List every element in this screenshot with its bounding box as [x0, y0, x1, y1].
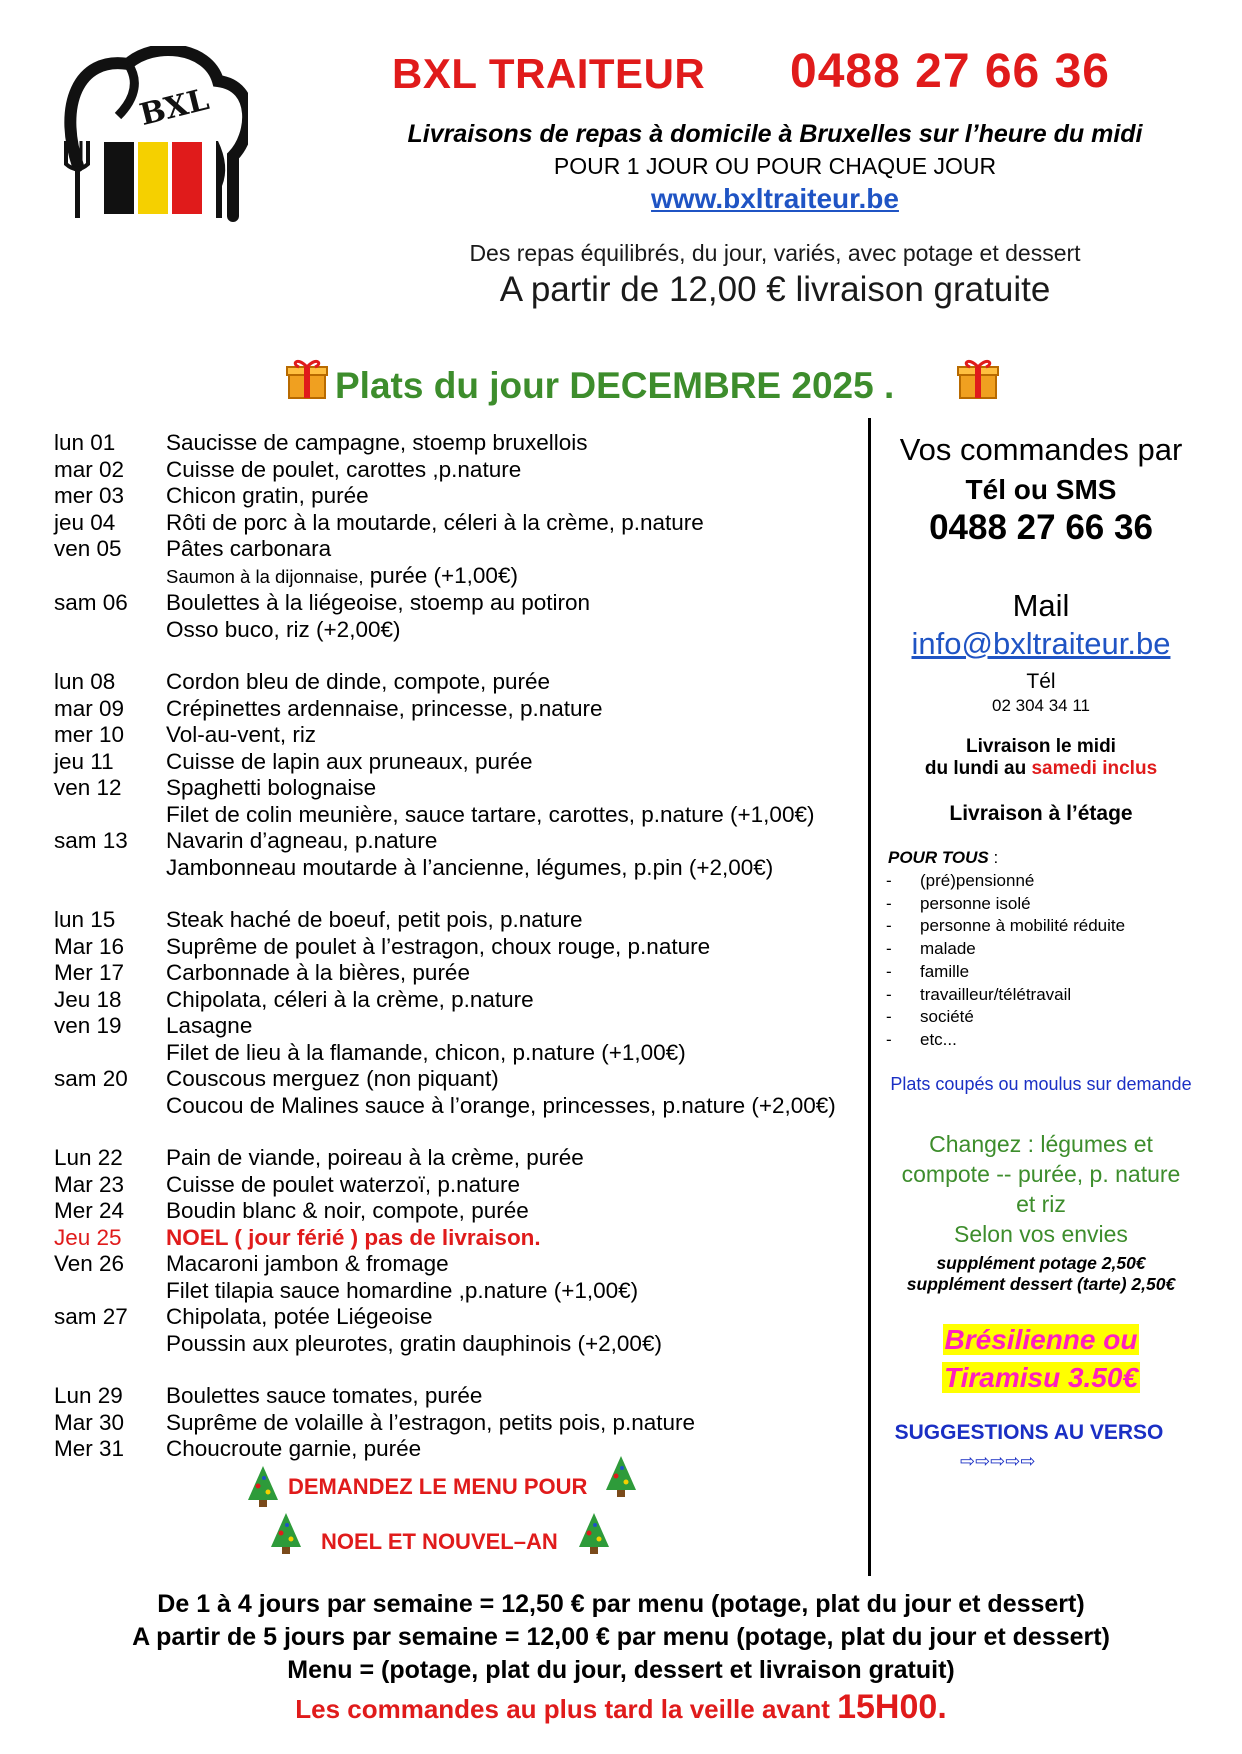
sidebar	[876, 430, 1206, 1472]
description: Des repas équilibrés, du jour, variés, avec potage et dessert	[469, 240, 1081, 266]
christmas-tree-icon	[575, 1511, 613, 1555]
menu-dish: Poussin aux pleurotes, gratin dauphinois (+2,00€)	[166, 1330, 662, 1356]
deadline-time: 15H00	[837, 1688, 938, 1726]
bullet-dash: -	[886, 871, 892, 890]
audience-item	[886, 870, 1206, 893]
xmas-text-1: DEMANDEZ LE MENU POUR	[288, 1474, 588, 1499]
delivery-days-prefix: du lundi au	[924, 758, 1032, 779]
audience-label: travailleur/télétravail	[920, 984, 1072, 1004]
christmas-tree-icon	[267, 1511, 305, 1555]
audience-label: personne isolé	[920, 893, 1031, 913]
menu-dish: Boulettes à la liégeoise, stoemp au potiron	[166, 590, 591, 615]
floor-delivery: Livraison à l’étage	[949, 802, 1133, 825]
menu-row	[54, 1145, 874, 1172]
change-option-line: Changez : légumes et	[929, 1130, 1153, 1157]
menu-dish: Osso buco, riz (+2,00€)	[166, 616, 401, 642]
menu-row	[54, 590, 874, 617]
menu-day	[54, 1040, 166, 1067]
menu-row	[54, 457, 874, 484]
menu-dish: Cuisse de lapin aux pruneaux, purée	[166, 748, 533, 774]
for-all-colon: :	[988, 848, 999, 867]
bullet-dash: -	[886, 893, 892, 913]
bullet-dash: -	[886, 916, 892, 936]
menu-day	[54, 802, 166, 829]
menu-dish: Filet de colin meunière, sauce tartare, carottes, p.nature (+1,00€)	[166, 801, 815, 827]
menu-row	[54, 1331, 874, 1358]
orders-title: Vos commandes par	[899, 432, 1183, 467]
price-line: A partir de 12,00 € livraison gratuite	[499, 270, 1051, 309]
menu-row	[54, 907, 874, 934]
menu-dish: Filet de lieu à la flamande, chicon, p.nature (+1,00€)	[166, 1039, 686, 1065]
tel-number[interactable]: 02 304 34 11	[992, 696, 1090, 715]
menu-row	[54, 536, 874, 563]
menu-day: Mer 17	[54, 960, 125, 985]
menu-row	[54, 1013, 874, 1040]
menu-dish: Cuisse de poulet waterzoï, p.nature	[166, 1171, 520, 1197]
menu-row	[54, 775, 874, 802]
change-option-line: Selon vos envies	[954, 1220, 1128, 1247]
menu-day	[54, 1331, 166, 1358]
menu-row	[54, 1383, 874, 1410]
menu-day: lun 15	[54, 907, 116, 932]
header-phone: 0488 27 66 36	[790, 45, 1110, 98]
menu-dish	[166, 563, 874, 591]
website-link[interactable]: www.bxltraiteur.be	[651, 183, 899, 214]
audience-label: etc...	[920, 1029, 957, 1049]
menu-day: jeu 11	[54, 748, 114, 774]
menu-day: Mer 31	[54, 1436, 125, 1461]
audience-item	[886, 984, 1206, 1007]
menu-day: sam 06	[54, 590, 128, 615]
menu-dish-rest: purée (+1,00€)	[363, 562, 518, 588]
menu-day: mer 10	[54, 722, 125, 747]
menu-dish: Suprême de poulet à l’estragon, choux rouge, p.nature	[166, 933, 711, 959]
menu-dish: Choucroute garnie, purée	[166, 1436, 422, 1461]
menu-day	[54, 617, 166, 644]
christmas-tree-icon	[602, 1454, 640, 1498]
pricing-line-3: Menu = (potage, plat du jour, dessert et livraison gratuit)	[287, 1656, 955, 1684]
delivery-line1: Livraison le midi	[966, 736, 1116, 757]
xmas-text-2: NOEL ET NOUVEL–AN	[321, 1529, 558, 1554]
menu-day: Mar 16	[54, 933, 125, 959]
menu-dish: Couscous merguez (non piquant)	[166, 1066, 499, 1091]
menu-dish: Navarin d’agneau, p.nature	[166, 828, 438, 853]
tagline-subtitle: POUR 1 JOUR OU POUR CHAQUE JOUR	[553, 153, 997, 179]
change-option-line: et riz	[1016, 1190, 1066, 1217]
menu-row	[54, 987, 874, 1014]
menu-day: lun 08	[54, 669, 116, 694]
menu-day	[54, 563, 166, 591]
menu-dish: Steak haché de boeuf, petit pois, p.nature	[166, 907, 583, 932]
for-all-title: POUR TOUS	[888, 848, 989, 867]
menu-dish: Vol-au-vent, riz	[166, 722, 317, 747]
menu-dish: Coucou de Malines sauce à l’orange, princesses, p.nature (+2,00€)	[166, 1092, 836, 1118]
menu-day: ven 05	[54, 536, 122, 561]
menu-dish: Crépinettes ardennaise, princesse, p.nature	[166, 695, 603, 721]
menu-week	[54, 430, 874, 643]
menu-row	[54, 1172, 874, 1199]
menu-day: Lun 29	[54, 1383, 123, 1408]
menu-day	[54, 1278, 166, 1305]
menu-row	[54, 1093, 874, 1120]
menu-week	[54, 1145, 874, 1357]
menu-row	[54, 483, 874, 510]
menu-week	[54, 907, 874, 1119]
menu-row	[54, 1225, 874, 1252]
arrows-icon: ⇨⇨⇨⇨⇨	[960, 1450, 1036, 1471]
menu-dish: Carbonnade à la bières, purée	[166, 960, 470, 985]
bullet-dash: -	[886, 1029, 892, 1049]
menu-day	[54, 1093, 166, 1120]
menu-dish-small: Saumon à la dijonnaise,	[166, 565, 364, 587]
menu-day: sam 13	[54, 828, 128, 853]
audience-item	[886, 893, 1206, 916]
audience-item	[886, 1006, 1206, 1029]
brand-name: BXL TRAITEUR	[392, 50, 706, 97]
audience-label: famille	[920, 961, 970, 981]
menu-day: sam 27	[54, 1304, 128, 1329]
menu-row	[54, 828, 874, 855]
audience-label: personne à mobilité réduite	[920, 916, 1126, 936]
menu-day: jeu 04	[54, 509, 116, 535]
menu-row	[54, 855, 874, 882]
menu-dish: Saucisse de campagne, stoemp bruxellois	[166, 430, 588, 455]
menu-row	[54, 669, 874, 696]
orders-channels: Tél ou SMS	[965, 474, 1117, 505]
menu-dish: Macaroni jambon & fromage	[166, 1251, 449, 1276]
menu-row	[54, 1436, 874, 1463]
dessert-promo-line1: Brésilienne ou	[944, 1323, 1138, 1355]
menu-row	[54, 960, 874, 987]
pricing-line-2: A partir de 5 jours par semaine = 12,00 € par menu (potage, plat du jour et dessert)	[132, 1623, 1110, 1651]
christmas-tree-icon	[244, 1464, 282, 1508]
menu-row	[54, 1278, 874, 1305]
menu-title: Plats du jour DECEMBRE 2025 .	[335, 365, 895, 406]
footer	[100, 1588, 1142, 1726]
menu-dish: Pain de viande, poireau à la crème, purée	[166, 1145, 584, 1170]
audience-item	[886, 915, 1206, 938]
logo-text: BXL	[136, 82, 213, 133]
deadline-suffix: .	[937, 1688, 947, 1726]
menu-dish: Spaghetti bolognaise	[166, 775, 377, 800]
mail-label: Mail	[1012, 588, 1070, 623]
menu-row	[54, 802, 874, 829]
xmas-banner-1	[240, 1470, 660, 1510]
sidebar-phone[interactable]: 0488 27 66 36	[929, 508, 1153, 547]
menu-dish: Jambonneau moutarde à l’ancienne, légumes, p.pin (+2,00€)	[166, 854, 774, 880]
menu-row	[54, 510, 874, 537]
menu-row	[54, 1304, 874, 1331]
menu-dish: Boudin blanc & noir, compote, purée	[166, 1198, 529, 1223]
menu-row	[54, 1040, 874, 1067]
menu-day	[54, 855, 166, 882]
menu-dish: Chicon gratin, purée	[166, 483, 369, 508]
supplement-dessert: supplément dessert (tarte) 2,50€	[906, 1273, 1176, 1294]
gift-icon	[285, 356, 329, 400]
supplement-soup: supplément potage 2,50€	[936, 1252, 1146, 1273]
menu-day: sam 20	[54, 1066, 128, 1091]
dessert-promo-line2: Tiramisu 3.50€	[943, 1361, 1139, 1393]
bxl-logo	[58, 46, 248, 226]
menu-row	[54, 934, 874, 961]
menu-day: Ven 26	[54, 1251, 125, 1276]
menu-dish: Suprême de volaille à l’estragon, petits pois, p.nature	[166, 1409, 696, 1435]
menu-dish: Lasagne	[166, 1013, 253, 1038]
menu-row	[54, 563, 874, 591]
menu-day: Jeu 18	[54, 986, 122, 1012]
for-all-heading	[888, 848, 1206, 868]
menu-row	[54, 617, 874, 644]
delivery-days-highlight: samedi inclus	[1031, 758, 1158, 779]
audience-item	[886, 961, 1206, 984]
email-link[interactable]: info@bxltraiteur.be	[911, 626, 1171, 661]
menu-day: Mar 23	[54, 1171, 125, 1197]
menu-row	[54, 430, 874, 457]
menu-row	[54, 1066, 874, 1093]
audience-label: (pré)pensionné	[920, 871, 1035, 890]
menu-day: lun 01	[54, 430, 116, 455]
tagline: Livraisons de repas à domicile à Bruxelles sur l’heure du midi	[407, 120, 1143, 148]
audience-item	[886, 938, 1206, 961]
menu-week	[54, 1383, 874, 1463]
gift-icon	[956, 356, 1000, 400]
menu-row	[54, 722, 874, 749]
menu-day: Lun 22	[54, 1145, 123, 1170]
menu-dish: Rôti de porc à la moutarde, céleri à la crème, p.nature	[166, 509, 704, 535]
menu-day: Mer 24	[54, 1198, 125, 1223]
column-divider	[868, 418, 871, 1576]
menu-day: Mar 30	[54, 1409, 125, 1435]
daily-menu	[54, 430, 874, 1489]
menu-row	[54, 1251, 874, 1278]
dessert-promo	[876, 1321, 1206, 1397]
bullet-dash: -	[886, 1007, 892, 1027]
menu-day: mer 03	[54, 483, 125, 508]
audience-label: malade	[920, 939, 976, 959]
menu-dish: Cuisse de poulet, carottes ,p.nature	[166, 456, 522, 482]
cut-note: Plats coupés ou moulus sur demande	[890, 1073, 1192, 1094]
menu-dish: Chipolata, potée Liégeoise	[166, 1304, 433, 1329]
xmas-banner-2	[265, 1525, 635, 1565]
menu-row	[54, 1198, 874, 1225]
bullet-dash: -	[886, 984, 892, 1004]
menu-row	[54, 749, 874, 776]
menu-day: mar 09	[54, 695, 125, 721]
suggestions-note: SUGGESTIONS AU VERSO	[894, 1420, 1164, 1444]
pricing-line-1: De 1 à 4 jours par semaine = 12,50 € par menu (potage, plat du jour et dessert)	[157, 1590, 1085, 1618]
menu-dish: Boulettes sauce tomates, purée	[166, 1383, 483, 1408]
audience-item	[886, 1029, 1206, 1052]
menu-dish: NOEL ( jour férié ) pas de livraison.	[166, 1224, 541, 1250]
bullet-dash: -	[886, 939, 892, 959]
menu-dish: Filet tilapia sauce homardine ,p.nature (+1,00€)	[166, 1277, 639, 1303]
bullet-dash: -	[886, 961, 892, 981]
menu-day: ven 19	[54, 1013, 122, 1038]
audience-label: société	[920, 1007, 974, 1027]
delivery-line2	[876, 758, 1206, 780]
menu-dish: Pâtes carbonara	[166, 536, 332, 561]
menu-row	[54, 1410, 874, 1437]
menu-day: mar 02	[54, 456, 125, 482]
deadline-prefix: Les commandes au plus tard la veille avant	[295, 1694, 838, 1724]
menu-day: Jeu 25	[54, 1224, 122, 1250]
order-deadline	[100, 1688, 1142, 1726]
audience-list	[886, 870, 1206, 1052]
menu-day: ven 12	[54, 775, 122, 800]
menu-dish: Cordon bleu de dinde, compote, purée	[166, 669, 551, 694]
change-option-line: compote -- purée, p. nature	[901, 1160, 1181, 1187]
change-options	[876, 1129, 1206, 1249]
menu-row	[54, 696, 874, 723]
tel-label: Tél	[1026, 670, 1056, 693]
menu-week	[54, 669, 874, 881]
menu-dish: Chipolata, céleri à la crème, p.nature	[166, 986, 534, 1012]
